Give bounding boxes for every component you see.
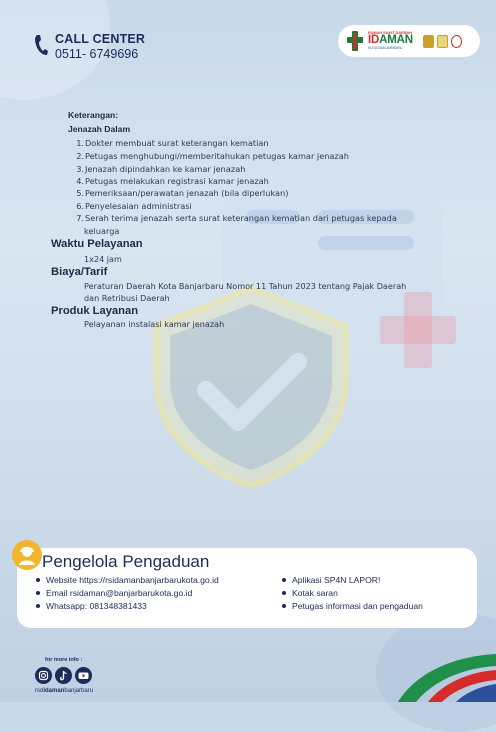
biaya-line-1: Peraturan Daerah Kota Banjarbaru Nomor 11 Tahun 2023 tentang Pajak Daerah <box>84 281 407 291</box>
list-item: Kotak saran <box>282 588 338 598</box>
list-item: 3.Jenazah dipindahkan ke kamar jenazah <box>76 164 246 174</box>
more-info-label: for more info : <box>45 657 83 663</box>
instagram-icon[interactable] <box>35 667 52 684</box>
keterangan-label: Keterangan: <box>68 110 119 120</box>
produk-value: Pelayanan instalasi kamar jenazah <box>84 319 225 329</box>
youtube-icon[interactable] <box>75 667 92 684</box>
tiktok-icon[interactable] <box>55 667 72 684</box>
list-item[interactable]: Website https://rsidamanbanjarbarukota.go.id <box>36 575 219 585</box>
list-item[interactable]: Email rsidaman@banjarbarukota.go.id <box>36 588 192 598</box>
list-item: Petugas informasi dan pengaduan <box>282 601 423 611</box>
hospital-cross-logo-icon <box>346 30 364 52</box>
city-seal-icon <box>423 35 434 48</box>
phone-icon <box>34 34 49 56</box>
social-links <box>35 667 92 684</box>
list-item[interactable]: Whatsapp: 081348381433 <box>36 601 147 611</box>
list-item: 7.Serah terima jenazah serta surat keterangan kematian dari petugas kepada <box>76 213 397 223</box>
list-item: 5.Pemeriksaan/perawatan jenazah (bila diperlukan) <box>76 188 289 198</box>
keterangan-subtitle: Jenazah Dalam <box>68 124 131 134</box>
waktu-heading: Waktu Pelayanan <box>51 238 143 250</box>
list-item: 1.Dokter membuat surat keterangan kematian <box>76 138 269 148</box>
call-center <box>34 33 145 60</box>
biaya-line-2: dan Retribusi Daerah <box>84 293 170 303</box>
complaint-title: Pengelola Pengaduan <box>42 552 210 571</box>
call-center-label: CALL CENTER <box>55 32 146 46</box>
call-center-phone[interactable]: 0511- 6749696 <box>55 46 139 61</box>
logo-name: IDAMAN <box>368 34 413 47</box>
customer-service-icon <box>12 540 42 570</box>
corner-arc-decoration <box>378 650 496 702</box>
background-medical-cross-decoration <box>380 316 456 344</box>
hospital-logo-banner <box>338 25 480 57</box>
produk-heading: Produk Layanan <box>51 305 139 317</box>
list-item: 4.Petugas melakukan registrasi kamar jenazah <box>76 176 269 186</box>
health-emblem-icon <box>451 35 462 48</box>
logo-line-3: KOTA BANJARBARU <box>368 45 403 50</box>
list-item: 2.Petugas menghubungi/memberitahukan petugas kamar jenazah <box>76 151 349 161</box>
regional-seal-icon <box>437 35 448 48</box>
social-handle: rsdidamanbanjarbaru <box>35 688 94 694</box>
logo-line-1: RUMAH SAKIT DAERAH <box>368 30 412 35</box>
list-item: Aplikasi SP4N LAPOR! <box>282 575 380 585</box>
waktu-value: 1x24 jam <box>84 254 122 264</box>
background-shield-check-icon <box>140 282 362 490</box>
background-line-decoration <box>318 236 414 250</box>
biaya-heading: Biaya/Tarif <box>51 266 108 278</box>
list-item: 6.Penyelesaian administrasi <box>76 201 192 211</box>
list-item-continuation: keluarga <box>84 226 120 236</box>
